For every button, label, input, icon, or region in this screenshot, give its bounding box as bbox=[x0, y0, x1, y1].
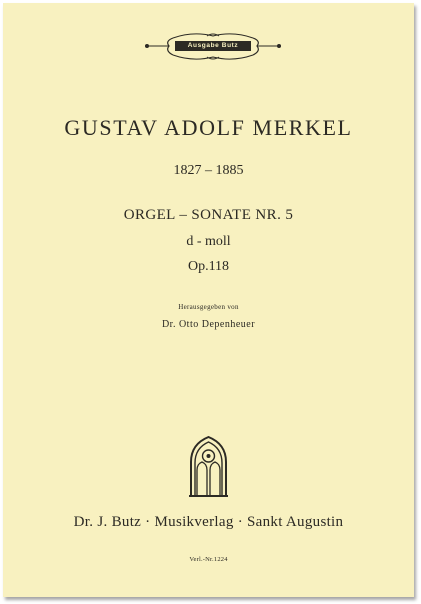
publisher-emblem bbox=[143, 32, 283, 62]
work-key: d - moll bbox=[186, 234, 231, 249]
title-page bbox=[3, 3, 414, 597]
editor-name: Dr. Otto Depenheuer bbox=[161, 319, 256, 330]
gothic-window-icon bbox=[187, 436, 230, 497]
publisher-line: Dr. J. Butz · Musikverlag · Sankt Augustin bbox=[73, 514, 344, 530]
composer-name: GUSTAV ADOLF MERKEL bbox=[64, 115, 353, 140]
emblem-text: Ausgabe Butz bbox=[187, 42, 239, 49]
plate-number: Verl.-Nr.1224 bbox=[189, 556, 228, 563]
opus-number: Op.118 bbox=[187, 259, 230, 274]
composer-dates: 1827 – 1885 bbox=[173, 163, 244, 178]
editor-label: Herausgegeben von bbox=[178, 303, 239, 311]
work-title: ORGEL – SONATE NR. 5 bbox=[123, 207, 294, 223]
